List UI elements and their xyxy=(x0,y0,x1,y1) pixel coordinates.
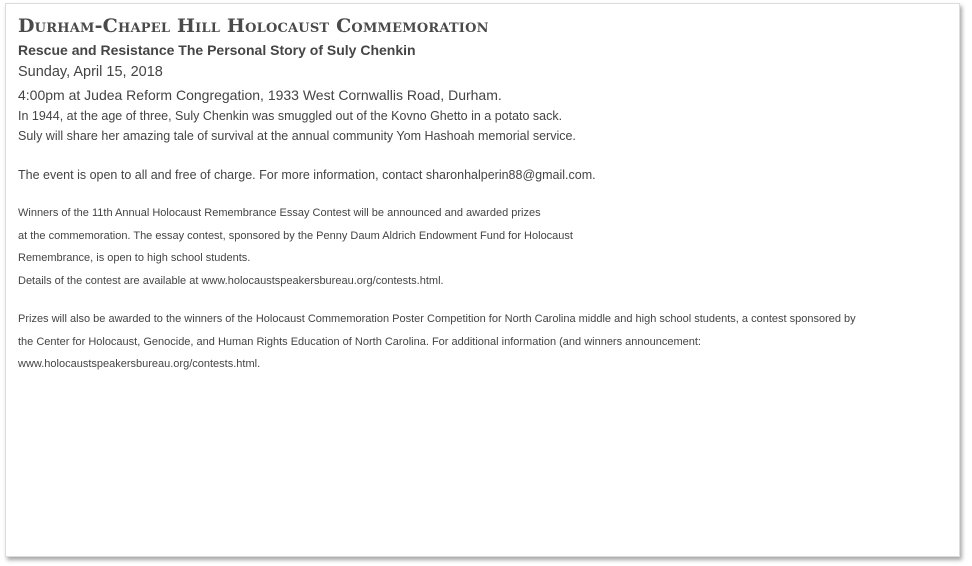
poster-competition-paragraph xyxy=(18,308,949,376)
event-subtitle: Rescue and Resistance The Personal Story of Suly Chenkin xyxy=(18,42,416,58)
essay-line: at the commemoration. The essay contest, sponsored by the Penny Daum Aldrich Endowment Fund for Holocaust xyxy=(18,229,573,242)
event-content xyxy=(18,14,949,376)
event-date: Sunday, April 15, 2018 xyxy=(18,64,163,80)
essay-line: Winners of the 11th Annual Holocaust Remembrance Essay Contest will be announced and awarded prizes xyxy=(18,207,541,219)
poster-line: the Center for Holocaust, Genocide, and Human Rights Education of North Carolina. For additional information (and winners announcement: xyxy=(18,335,701,348)
essay-contest-paragraph xyxy=(18,202,949,292)
essay-line: Remembrance, is open to high school students. xyxy=(18,252,251,264)
story-line: Suly will share her amazing tale of survival at the annual community Yom Hashoah memorial service. xyxy=(18,129,576,143)
event-title: Durham-Chapel Hill Holocaust Commemoration xyxy=(18,15,489,37)
event-story xyxy=(18,106,949,146)
story-line: In 1944, at the age of three, Suly Chenkin was smuggled out of the Kovno Ghetto in a potato sack. xyxy=(18,109,563,123)
poster-line: www.holocaustspeakersbureau.org/contests.html. xyxy=(18,358,261,370)
event-open-info: The event is open to all and free of charge. For more information, contact sharonhalperin88@gmail.com. xyxy=(18,168,596,182)
event-venue: 4:00pm at Judea Reform Congregation, 1933 West Cornwallis Road, Durham. xyxy=(18,87,502,103)
poster-line: Prizes will also be awarded to the winners of the Holocaust Commemoration Poster Competition for North Carolina middle and high school students, a contest sponsored by xyxy=(18,313,856,325)
essay-line: Details of the contest are available at www.holocaustspeakersbureau.org/contests.html. xyxy=(18,274,444,287)
event-card xyxy=(5,3,960,557)
